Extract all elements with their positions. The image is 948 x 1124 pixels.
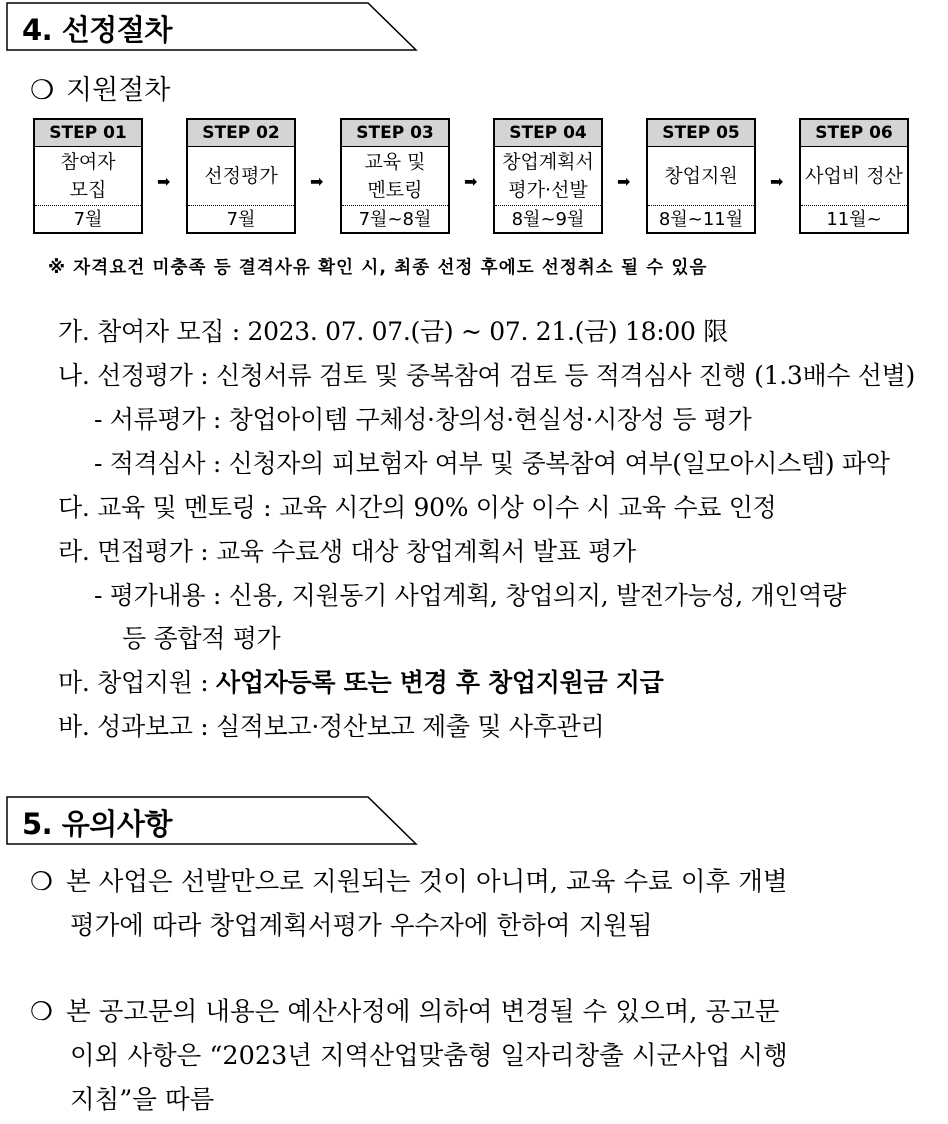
step-06	[799, 118, 909, 234]
step-01	[33, 118, 143, 234]
paragraph-line: 지침”을 따름	[70, 1085, 215, 1115]
step-name	[342, 147, 448, 206]
item-da: 다. 교육 및 멘토링 : 교육 시간의 90% 이상 이수 시 교육 수료 인정	[58, 493, 777, 522]
circle-bullet-icon: ❍	[30, 997, 53, 1027]
step-period: 8월~11월	[658, 209, 744, 230]
step-name-line: 선정평가	[204, 165, 278, 187]
section-4-header	[6, 2, 426, 52]
arrow-right-icon: ➡	[770, 172, 784, 191]
item-ma	[58, 661, 663, 705]
step-name-line: 모집	[69, 179, 107, 201]
item-ba: 바. 성과보고 : 실적보고·정산보고 제출 및 사후관리	[58, 712, 605, 741]
step-name-line: 참여자	[60, 151, 116, 173]
step-label: STEP 06	[801, 120, 907, 147]
step-name	[801, 147, 907, 206]
step-label: STEP 05	[648, 120, 754, 147]
step-period: 7월~8월	[358, 209, 432, 230]
arrow-right-icon: ➡	[310, 172, 324, 191]
step-name-line: 멘토링	[367, 179, 423, 201]
step-name-line: 창업계획서	[502, 151, 594, 173]
step-period: 8월~9월	[511, 209, 585, 230]
disqualification-note: ※ 자격요건 미충족 등 결격사유 확인 시, 최종 선정 후에도 선정취소 될 수 있음	[48, 258, 708, 278]
step-label: STEP 01	[35, 120, 141, 147]
section-5-title: 5. 유의사항	[22, 807, 172, 841]
item-na-sub2: - 적격심사 : 신청자의 피보험자 여부 및 중복참여 여부(일모아시스템) 파악	[94, 449, 890, 478]
step-04	[493, 118, 603, 234]
arrow-right-icon: ➡	[157, 172, 171, 191]
step-05	[646, 118, 756, 234]
item-ra-sub1: - 평가내용 : 신용, 지원동기 사업계획, 창업의지, 발전가능성, 개인역량	[94, 581, 846, 610]
step-name	[35, 147, 141, 206]
item-ga: 가. 참여자 모집 : 2023. 07. 07.(금) ~ 07. 21.(금) 18:00 限	[58, 317, 728, 346]
step-02	[186, 118, 296, 234]
step-label: STEP 03	[342, 120, 448, 147]
notice-paragraph-2	[30, 990, 935, 1122]
step-name-line: 사업비 정산	[805, 165, 903, 187]
step-name	[495, 147, 601, 206]
item-ra: 라. 면접평가 : 교육 수료생 대상 창업계획서 발표 평가	[58, 537, 636, 566]
arrow-right-icon: ➡	[617, 172, 631, 191]
section-4-title: 4. 선정절차	[22, 13, 172, 47]
item-ra-sub1-cont: 등 종합적 평가	[122, 624, 281, 653]
item-na-sub1: - 서류평가 : 창업아이템 구체성·창의성·현실성·시장성 등 평가	[94, 405, 752, 434]
step-period: 11월~	[826, 209, 882, 230]
step-name-line: 평가·선발	[508, 179, 588, 201]
step-label: STEP 04	[495, 120, 601, 147]
step-name-line: 교육 및	[364, 151, 426, 173]
section-5-header	[6, 796, 426, 846]
paragraph-line: 이외 사항은 “2023년 지역산업맞춤형 일자리창출 시군사업 시행	[70, 1041, 788, 1071]
notice-paragraph-1	[30, 860, 935, 948]
paragraph-line: 평가에 따라 창업계획서평가 우수자에 한하여 지원됨	[70, 911, 653, 941]
step-03	[340, 118, 450, 234]
step-period: 7월	[226, 209, 256, 230]
circle-bullet-icon: ❍	[30, 75, 55, 106]
item-ma-bold: 사업자등록 또는 변경 후 창업지원금 지급	[215, 668, 664, 697]
subsection-title	[30, 68, 170, 107]
paragraph-line: 본 사업은 선발만으로 지원되는 것이 아니며, 교육 수료 이후 개별	[66, 867, 788, 897]
arrow-right-icon: ➡	[464, 172, 478, 191]
subsection-title-text: 지원절차	[66, 75, 171, 106]
circle-bullet-icon: ❍	[30, 867, 53, 897]
step-label: STEP 02	[188, 120, 294, 147]
step-name-line: 창업지원	[664, 165, 738, 187]
paragraph-line: 본 공고문의 내용은 예산사정에 의하여 변경될 수 있으며, 공고문	[66, 997, 780, 1027]
step-name	[648, 147, 754, 206]
item-na: 나. 선정평가 : 신청서류 검토 및 중복참여 검토 등 적격심사 진행 (1.3배수 선별)	[58, 361, 915, 390]
item-ma-prefix: 마. 창업지원 :	[58, 668, 216, 697]
step-name	[188, 147, 294, 206]
step-period: 7월	[73, 209, 103, 230]
